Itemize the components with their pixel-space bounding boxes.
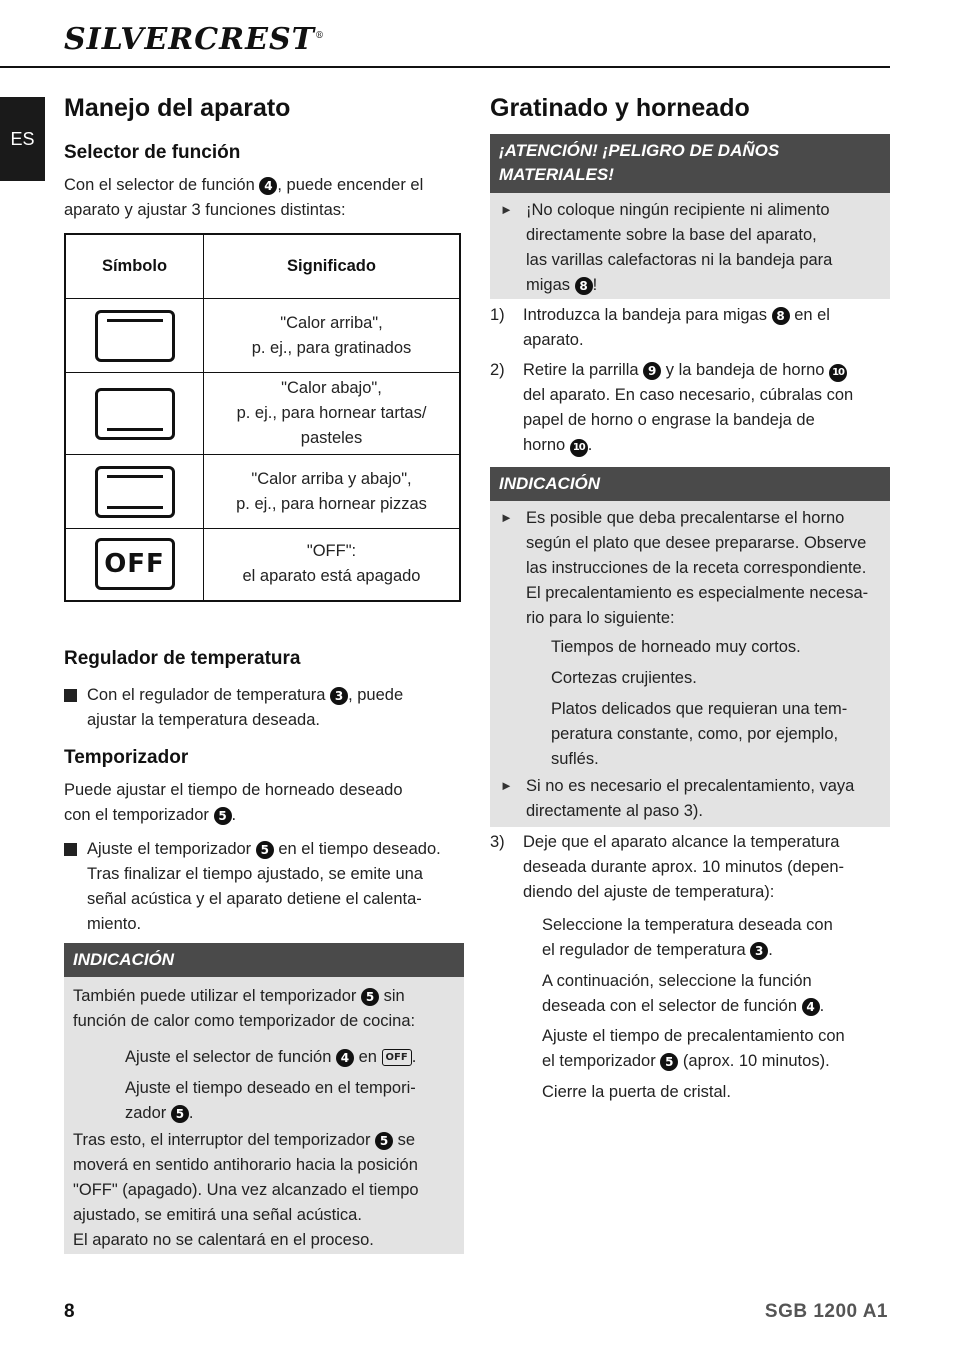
table-header-symbol: Símbolo (65, 234, 204, 299)
warning-text: ¡No coloque ningún recipiente ni alimento directamente sobre la base del aparato, las varillas calefactoras ni la bandeja para migas 8 ! (526, 201, 833, 294)
heat-top-bottom-icon (95, 466, 175, 518)
note-left-step-2: Ajuste el tiempo deseado en el tempori- zador 5 . (125, 1079, 416, 1122)
selector-intro: Con el selector de función 4 , puede encender el aparato y ajustar 3 funciones distintas: (64, 176, 424, 219)
section-title-baking: Gratinado y horneado (490, 94, 750, 122)
table-header-meaning: Significado (204, 234, 461, 299)
callout-number: 9 (643, 362, 661, 380)
note-left-intro: También puede utilizar el temporizador 5 sin función de calor como temporizador de cocina: (73, 987, 416, 1030)
step-3-number: 3) (490, 833, 505, 851)
heat-bottom-icon (95, 388, 175, 440)
table-row: "Calor abajo", p. ej., para hornear tartas/ pasteles (65, 373, 460, 455)
temp-bullet: Con el regulador de temperatura 3 , puede ajustar la temperatura deseada. (87, 686, 404, 729)
note-heading-left: INDICACIÓN (64, 943, 464, 977)
header-rule (0, 66, 890, 68)
heading-function-selector: Selector de función (64, 142, 241, 163)
step-1-number: 1) (490, 306, 505, 324)
square-bullet-icon (64, 689, 77, 702)
callout-number: 5 (375, 1132, 393, 1150)
step-3-sub-4: Cierre la puerta de cristal. (542, 1083, 731, 1101)
step-3-sub-1: Seleccione la temperatura deseada con el regulador de temperatura 3 . (542, 916, 833, 959)
callout-number: 8 (575, 277, 593, 295)
callout-number: 5 (256, 841, 274, 859)
square-bullet-icon (64, 843, 77, 856)
arrow-bullet-icon: ► (500, 202, 513, 217)
note-left-step-1: Ajuste el selector de función 4 en OFF . (125, 1048, 417, 1066)
callout-number: 4 (336, 1049, 354, 1067)
heat-top-icon (95, 310, 175, 362)
step-3: Deje que el aparato alcance la temperatura deseada durante aprox. 10 minutos (depen- diendo del ajuste de temperatura): (523, 833, 845, 901)
note-heading-right: INDICACIÓN (490, 467, 890, 501)
step-2: Retire la parrilla 9 y la bandeja de horno 10 del aparato. En caso necesario, cúbralas con papel de horno o engrase la bandeja de horno 10 . (523, 358, 853, 458)
section-title-handling: Manejo del aparato (64, 94, 291, 122)
callout-number: 4 (259, 177, 277, 195)
note-right-skip: Si no es necesario el precalentamiento, vaya directamente al paso 3). (526, 777, 855, 820)
callout-number: 5 (660, 1053, 678, 1071)
brand-logo: SILVERCREST® (64, 22, 325, 57)
heading-temperature-regulator: Regulador de temperatura (64, 648, 301, 669)
function-symbol-table (64, 233, 461, 602)
callout-number: 10 (570, 439, 588, 457)
language-tab: ES (0, 97, 45, 181)
step-3-sub-2: A continuación, seleccione la función deseada con el selector de función 4 . (542, 972, 825, 1015)
callout-number: 3 (330, 687, 348, 705)
off-icon: OFF (95, 538, 175, 590)
timer-intro: Puede ajustar el tiempo de horneado deseado con el temporizador 5 . (64, 781, 403, 824)
step-1: Introduzca la bandeja para migas 8 en el aparato. (523, 306, 830, 349)
callout-number: 3 (750, 942, 768, 960)
step-2-number: 2) (490, 361, 505, 379)
table-row: "Calor arriba", p. ej., para gratinados (65, 299, 460, 373)
table-row: OFF "OFF": el aparato está apagado (65, 529, 460, 601)
callout-number: 8 (772, 307, 790, 325)
arrow-bullet-icon: ► (500, 778, 513, 793)
heading-timer: Temporizador (64, 747, 189, 768)
callout-number: 5 (361, 988, 379, 1006)
warning-heading: ¡ATENCIÓN! ¡PELIGRO DE DAÑOS MATERIALES! (490, 134, 890, 193)
model-number: SGB 1200 A1 (764, 1301, 888, 1322)
note-right-text: Es posible que deba precalentarse el horno según el plato que desee prepararse. Observe las instrucciones de la receta correspondiente. El precalentamiento es especialmente necesa- rio para lo siguiente: (526, 509, 869, 627)
step-3-sub-3: Ajuste el tiempo de precalentamiento con el temporizador 5 (aprox. 10 minutos). (542, 1027, 845, 1070)
callout-number: 4 (802, 998, 820, 1016)
note-right-item-2: Cortezas crujientes. (551, 669, 697, 687)
table-row: "Calor arriba y abajo", p. ej., para hornear pizzas (65, 455, 460, 529)
note-right-item-1: Tiempos de horneado muy cortos. (551, 638, 801, 656)
callout-number: 10 (829, 364, 847, 382)
callout-number: 5 (171, 1105, 189, 1123)
off-symbol-icon: OFF (382, 1049, 412, 1066)
page-number: 8 (64, 1301, 75, 1322)
note-left-outro: Tras esto, el interruptor del temporizador 5 se moverá en sentido antihorario hacia la posición "OFF" (apagado). Una vez alcanzado el tiempo ajustado, se emitirá una señal acústica. El aparato no se calentará en el proceso. (73, 1131, 419, 1249)
note-right-item-3: Platos delicados que requieran una tem- peratura constante, como, por ejemplo, suflés. (551, 700, 848, 768)
callout-number: 5 (214, 807, 232, 825)
arrow-bullet-icon: ► (500, 510, 513, 525)
timer-bullet: Ajuste el temporizador 5 en el tiempo deseado. Tras finalizar el tiempo ajustado, se emite una señal acústica y el aparato detiene el calenta- miento. (87, 840, 441, 933)
